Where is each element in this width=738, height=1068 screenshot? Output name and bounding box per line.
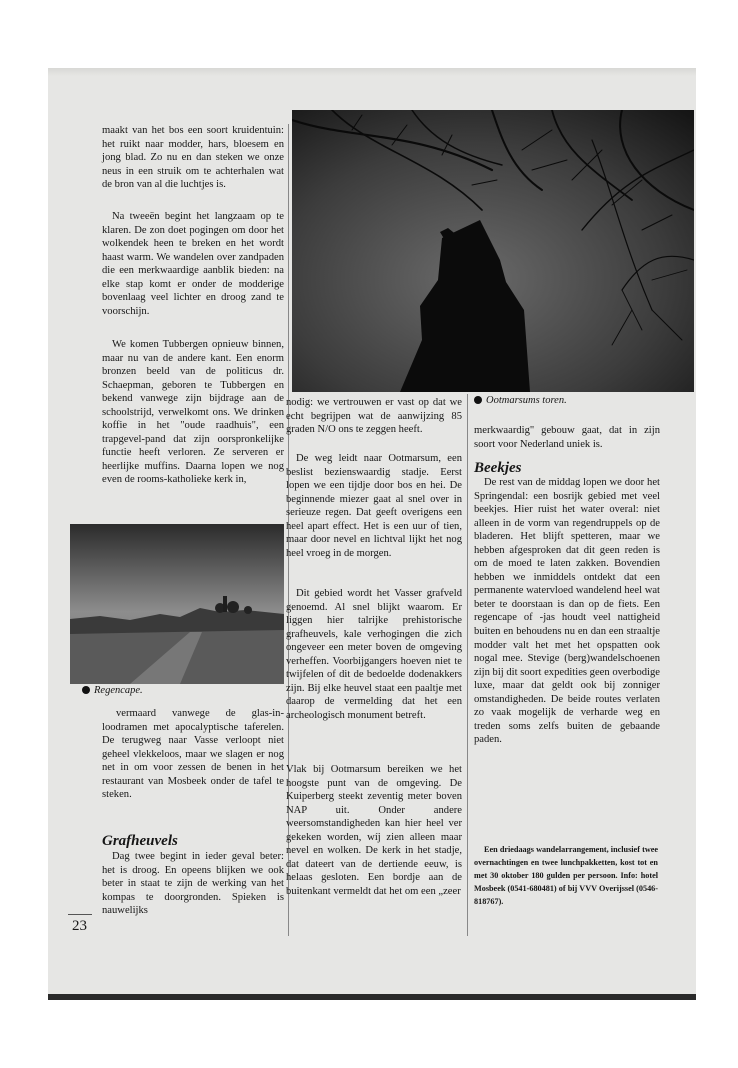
magazine-page: [48, 68, 696, 1000]
col3-para2: De rest van de middag lopen we door het Springendal: een bosrijk gebied met veel beekjes. Hier ruist het water overal: niet alleen in de vorm van regendruppels op de bladeren. Het blijft spetteren, maar we hebben afgesproken dat dit geen reden is om de moed te laten zakken. Bovendien hebben we inmiddels ontdekt dat een permanente watervloed wandelend heel wat beter te doorstaan is dan op de fiets. Een regencape of -jas houdt veel nattigheid buiten en behoudens nu en dan een straaltje modder valt het met het opspatten ook nogal mee. Stevige (berg)wandelschoenen zijn bij dit soort expedities geen overbodige luxe, maar dat geldt ook bij zonniger omstandigheden. De beide routes verlaten zo vaak mogelijk de verharde weg en treden soms zelfs buiten de gebaande paden.: [474, 477, 660, 746]
col1-para1: maakt van het bos een soort kruidentuin: het ruikt naar modder, hars, bloesem en jong blad. Zo nu en dan steken we onze neus in een struik om te achterhalen wat de bron van al die luchtjes is.: [102, 125, 284, 191]
regencape-photo-image: [70, 524, 284, 684]
col2-para2: De weg leidt naar Ootmarsum, een beslist bezienswaardig stadje. Eerst lopen we een tijdje door bos en hei. De beginnende miezer gaat al snel over in serieuze regen. Dat geeft overigens een heel apart effect. Het is een uur of tien, maar door nevel en lichtval lijkt het nog heel vroeg in de morgen.: [286, 453, 462, 559]
col1-para5: Dag twee begint in ieder geval beter: het is droog. En opeens blijken we ook beter in staat te zijn de werking van het kompas te doorgronden. Spieken is nauwelijks: [102, 851, 284, 917]
bullet-icon: [82, 686, 90, 694]
page-number-rule: [68, 914, 92, 915]
page-number: 23: [72, 918, 87, 934]
tower-photo: [292, 110, 694, 392]
col2-para4: Vlak bij Ootmarsum bereiken we het hoogste punt van de omgeving. De Kuiperberg steekt zeventig meter boven NAP uit. Onder andere weersomstandigheden kan hier heel ver gekeken worden, wíj zien alleen maar nevel en wolken. De kerk in het stadje, dat dateert van de dertiende eeuw, is helaas gesloten. Een bordje aan de buitenkant vermeldt dat het om een „zeer: [286, 764, 462, 897]
beekjes-heading: Beekjes: [474, 460, 522, 476]
tower-caption: [474, 394, 567, 407]
regencape-caption-text: Regencape.: [94, 685, 143, 696]
col1-para3: We komen Tubbergen opnieuw binnen, maar nu van de andere kant. Een enorm bronzen beeld van de politicus dr. Schaepman, geboren te Tubbergen en bekend vanwege zijn bijdrage aan de schoolstrijd, verwelkomt ons. We drinken koffie in het "oude raadhuis", een trapgevel-pand dat zijn oorspronkelijke functie heeft verloren. Ze serveren er heerlijke muffins. Daarna lopen we nog even de rooms-katholieke kerk in,: [102, 339, 284, 486]
info-box: Een driedaags wandelarrangement, inclusief twee overnachtingen en twee lunchpakketten, kost tot en met 30 oktober 180 gulden per persoon. Info: hotel Mosbeek (0541-680481) of bij VVV Overijssel (0546-818767).: [474, 845, 658, 906]
bullet-icon: [474, 396, 482, 404]
regencape-caption: [82, 684, 143, 697]
col1-para4: vermaard vanwege de glas-in-loodramen met apocalyptische taferelen. De terugweg naar Vasse verloopt niet geheel vlekkeloos, maar we slagen er nog net in om voor zessen de benen in het restaurant van Mosbeek onder de tafel te steken.: [102, 708, 284, 801]
grafheuvels-heading: Grafheuvels: [102, 833, 178, 849]
col1-para2: Na tweeën begint het langzaam op te klaren. De zon doet pogingen om door het wolkendek heen te breken en het wordt haast warm. We wandelen over zandpaden die een merkwaardige aanblik bieden: na elke stap komt er onder de modderige bovenlaag veel lichter en droog zand te voorschijn.: [102, 211, 284, 317]
col2-para3: Dit gebied wordt het Vasser grafveld genoemd. Al snel blijkt waarom. Er liggen hier talrijke prehistorische grafheuvels, kale verhogingen die zich ongeveer een meter boven de omgeving verheffen. Voorbijgangers hoeven niet te twijfelen of dit de bedoelde dodenakkers zijn. Bij elke heuvel staat een paaltje met daarop de vermelding dat het een archeologisch monument betreft.: [286, 588, 462, 721]
scan-bottom-edge: [48, 994, 696, 1000]
tower-caption-text: Ootmarsums toren.: [486, 395, 567, 406]
col3-para1: merkwaardig" gebouw gaat, dat in zijn soort voor Nederland uniek is.: [474, 425, 660, 450]
tower-photo-image: [292, 110, 694, 392]
regencape-photo: [70, 524, 284, 684]
column-divider-right: [467, 394, 468, 936]
col2-para1: nodig: we vertrouwen er vast op dat we echt begrijpen wat de aanwijzing 85 graden N/O ons te zeggen heeft.: [286, 397, 462, 436]
